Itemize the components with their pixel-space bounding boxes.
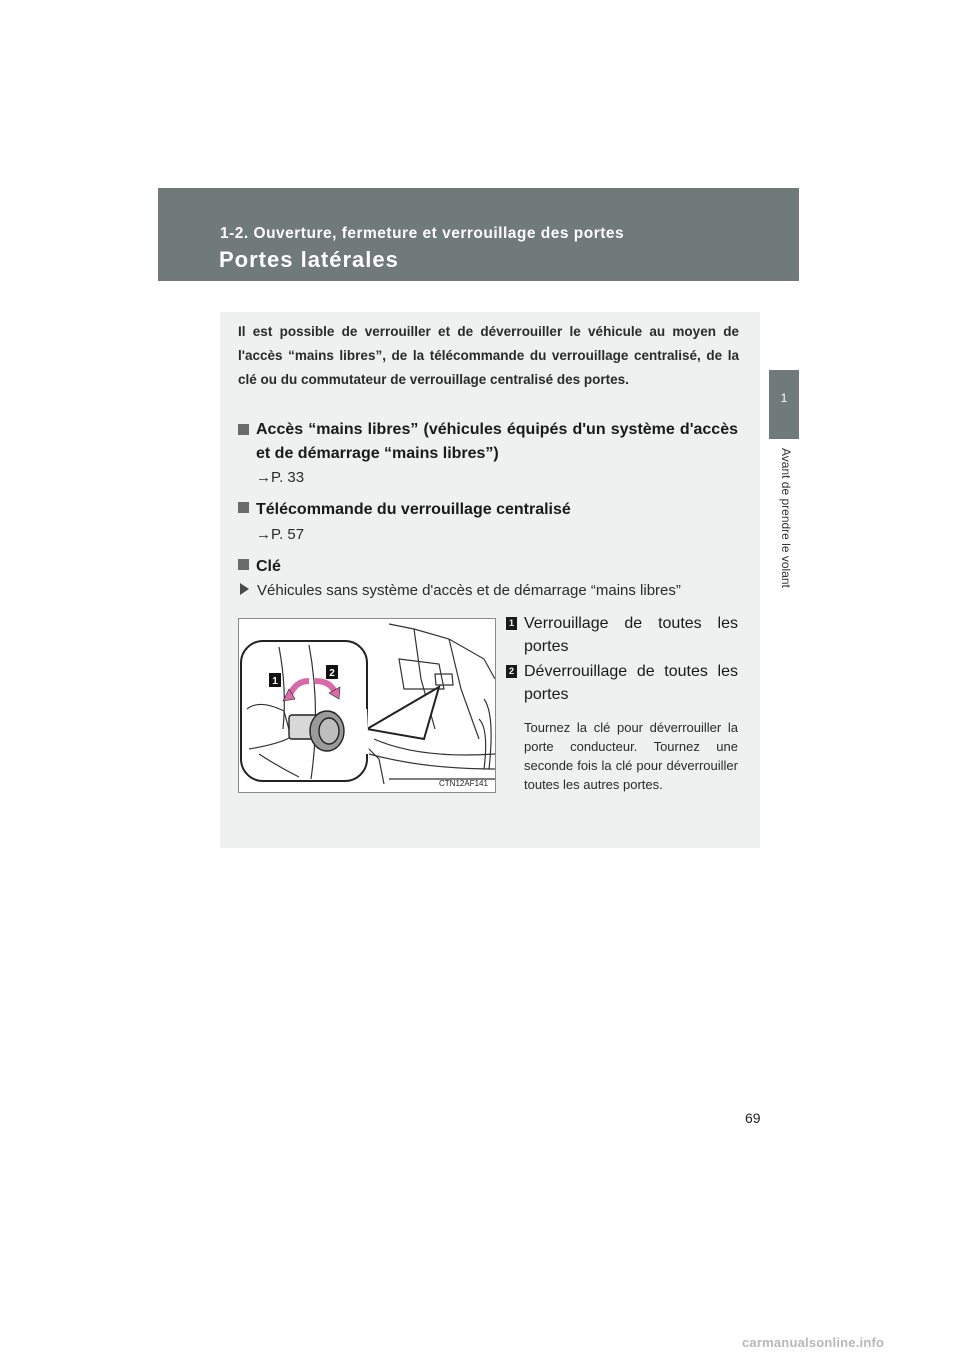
page-title: Portes latérales [219, 247, 399, 272]
page-number: 69 [745, 1110, 761, 1126]
square-bullet-icon [238, 559, 249, 570]
chapter-number: 1 [780, 391, 788, 405]
section-header [158, 188, 799, 281]
car-door-key-drawing [239, 619, 495, 792]
step-text: Déverrouillage de toutes les portes [524, 663, 738, 703]
key-steps [506, 612, 738, 794]
page-reference-link[interactable]: →P. 33 [256, 469, 305, 486]
step-lock [506, 612, 738, 658]
step-unlock [506, 660, 738, 706]
key-note: Tournez la clé pour déverrouiller la porte conducteur. Tournez une seconde fois la clé pour déverrouiller toutes les autres portes. [524, 720, 738, 792]
watermark: carmanualsonline.info [742, 1335, 885, 1350]
section-heading: Accès “mains libres” (véhicules équipés d'un système d'accès et de démarrage “mains libres”) [256, 421, 738, 462]
content-panel [220, 312, 760, 848]
triangle-bullet-icon [240, 583, 249, 595]
step-number-badge: 2 [506, 665, 517, 678]
page-reference-link[interactable]: →P. 57 [256, 526, 305, 543]
square-bullet-icon [238, 424, 249, 435]
figure-code: CTN12AF141 [439, 779, 488, 788]
intro-paragraph: Il est possible de verrouiller et de déverrouiller le véhicule au moyen de l'accès “mains libres”, de la télécommande du verrouillage centralisé, de la clé ou du commutateur de verrouillage centralisé des portes. [238, 324, 739, 387]
key-condition: Véhicules sans système d'accès et de démarrage “mains libres” [240, 582, 740, 599]
section-hands-free [238, 418, 738, 466]
section-subtitle: 1-2. Ouverture, fermeture et verrouillage des portes [220, 225, 625, 242]
chapter-label: Avant de prendre le volant [779, 448, 793, 588]
square-bullet-icon [238, 502, 249, 513]
chapter-tab [769, 370, 799, 439]
callout-1: 1 [272, 676, 278, 687]
section-heading: Clé [256, 558, 281, 575]
step-text: Verrouillage de toutes les portes [524, 615, 738, 655]
section-heading: Télécommande du verrouillage centralisé [256, 501, 571, 518]
step-number-badge: 1 [506, 617, 517, 630]
key-lock-illustration [238, 618, 496, 793]
section-remote [238, 498, 738, 522]
section-key [238, 555, 738, 579]
callout-2: 2 [329, 668, 335, 679]
